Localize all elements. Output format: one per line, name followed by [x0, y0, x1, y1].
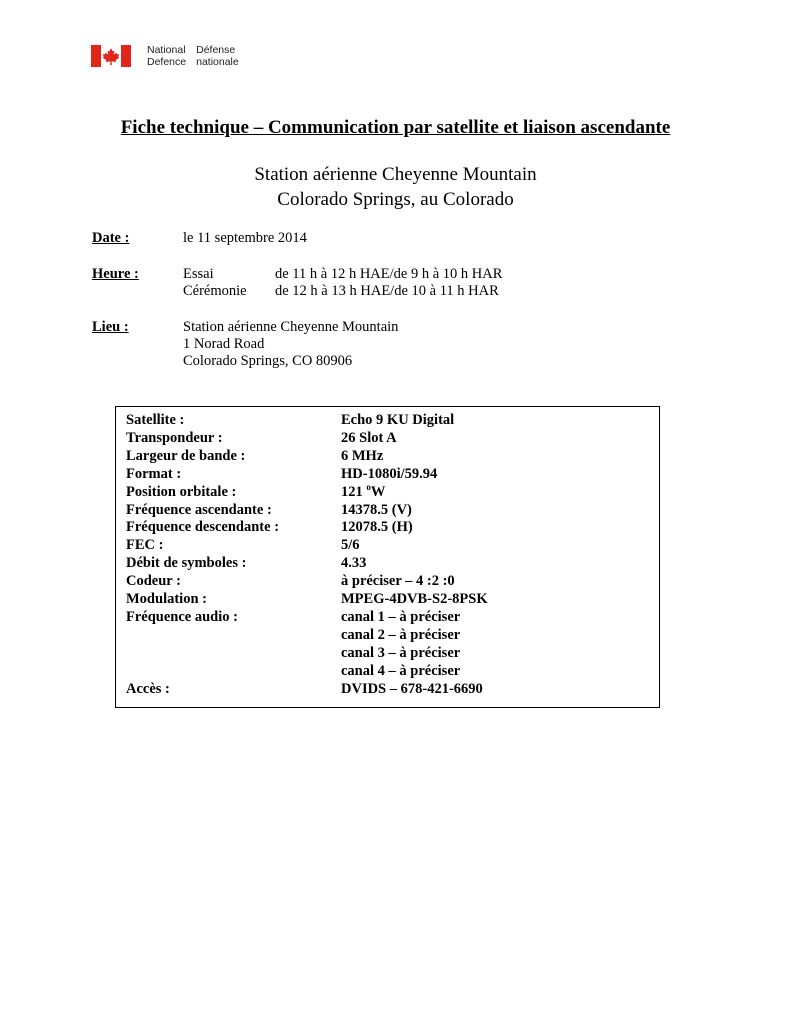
- subtitle-city: Colorado Springs, au Colorado: [277, 189, 514, 210]
- location-line: Station aérienne Cheyenne Mountain: [183, 319, 399, 335]
- location-line: Colorado Springs, CO 80906: [183, 353, 353, 369]
- technical-specs-table: [126, 412, 488, 699]
- spec-value: 4.33: [341, 555, 367, 572]
- spec-value: 6 MHz: [341, 447, 384, 464]
- spec-value: DVIDS – 678-421-6690: [341, 680, 483, 697]
- time-row-name: Cérémonie: [183, 283, 247, 299]
- spec-key: Fréquence audio :: [126, 608, 238, 625]
- table-row: [126, 573, 488, 591]
- technical-specs-box: [115, 406, 660, 708]
- spec-key: Position orbitale :: [126, 483, 237, 500]
- table-row: [126, 645, 488, 663]
- spec-key: [126, 645, 341, 663]
- orbital-direction: W: [370, 483, 386, 500]
- spec-value: canal 3 – à préciser: [341, 644, 461, 661]
- table-row: [126, 519, 488, 537]
- date-value: le 11 septembre 2014: [183, 230, 307, 246]
- table-row: [126, 609, 488, 627]
- table-row: [126, 627, 488, 645]
- time-row-name: Essai: [183, 266, 214, 282]
- spec-value: canal 1 – à préciser: [341, 608, 461, 625]
- spec-value: 12078.5 (H): [341, 519, 413, 536]
- spec-key: Modulation :: [126, 591, 207, 608]
- table-row: [126, 430, 488, 448]
- spec-value: 5/6: [341, 537, 360, 554]
- table-row: [126, 681, 488, 699]
- table-row: [126, 484, 488, 502]
- canada-flag-icon: [91, 45, 131, 67]
- orbital-degrees: 121: [341, 483, 367, 500]
- table-row: [126, 663, 488, 681]
- location-line: 1 Norad Road: [183, 336, 265, 352]
- time-row-value: de 11 h à 12 h HAE/de 9 h à 10 h HAR: [275, 266, 503, 282]
- spec-value: à préciser – 4 :2 :0: [341, 573, 455, 590]
- degree-superscript: o: [366, 481, 371, 492]
- spec-value-orbital: [341, 481, 488, 502]
- spec-value: canal 4 – à préciser: [341, 662, 461, 679]
- location-label: Lieu :: [92, 319, 129, 335]
- table-row: [126, 555, 488, 573]
- spec-key: Fréquence descendante :: [126, 519, 280, 536]
- spec-value: HD-1080i/59.94: [341, 465, 438, 482]
- spec-value: 26 Slot A: [341, 429, 397, 446]
- spec-key: FEC :: [126, 537, 164, 554]
- time-label: Heure :: [92, 266, 139, 282]
- table-row: [126, 591, 488, 609]
- dept-name-fr-1: Défense: [196, 44, 236, 56]
- spec-key: Largeur de bande :: [126, 447, 246, 464]
- dept-name-fr-2: nationale: [196, 56, 239, 68]
- subtitle-station: Station aérienne Cheyenne Mountain: [254, 164, 537, 185]
- document-title: Fiche technique – Communication par satellite et liaison ascendante: [120, 117, 671, 138]
- table-row: [126, 412, 488, 430]
- spec-key: [126, 627, 341, 645]
- time-row-value: de 12 h à 13 h HAE/de 10 à 11 h HAR: [275, 283, 499, 299]
- government-signature: [91, 44, 239, 68]
- spec-value: MPEG-4DVB-S2-8PSK: [341, 591, 488, 608]
- date-label: Date :: [92, 230, 130, 246]
- dept-name-en-2: Defence: [147, 56, 187, 68]
- spec-key: Format :: [126, 465, 182, 482]
- spec-value: Echo 9 KU Digital: [341, 412, 455, 428]
- table-row: [126, 466, 488, 484]
- spec-key: Satellite :: [126, 412, 185, 428]
- dept-name-en-1: National: [147, 44, 186, 56]
- spec-value: 14378.5 (V): [341, 501, 412, 518]
- table-row: [126, 502, 488, 520]
- spec-key: [126, 663, 341, 681]
- spec-key: Accès :: [126, 680, 170, 697]
- spec-key: Codeur :: [126, 573, 181, 590]
- table-row: [126, 537, 488, 555]
- spec-key: Transpondeur :: [126, 429, 223, 446]
- table-row: [126, 448, 488, 466]
- spec-key: Fréquence ascendante :: [126, 501, 272, 518]
- spec-value: canal 2 – à préciser: [341, 626, 461, 643]
- spec-key: Débit de symboles :: [126, 555, 247, 572]
